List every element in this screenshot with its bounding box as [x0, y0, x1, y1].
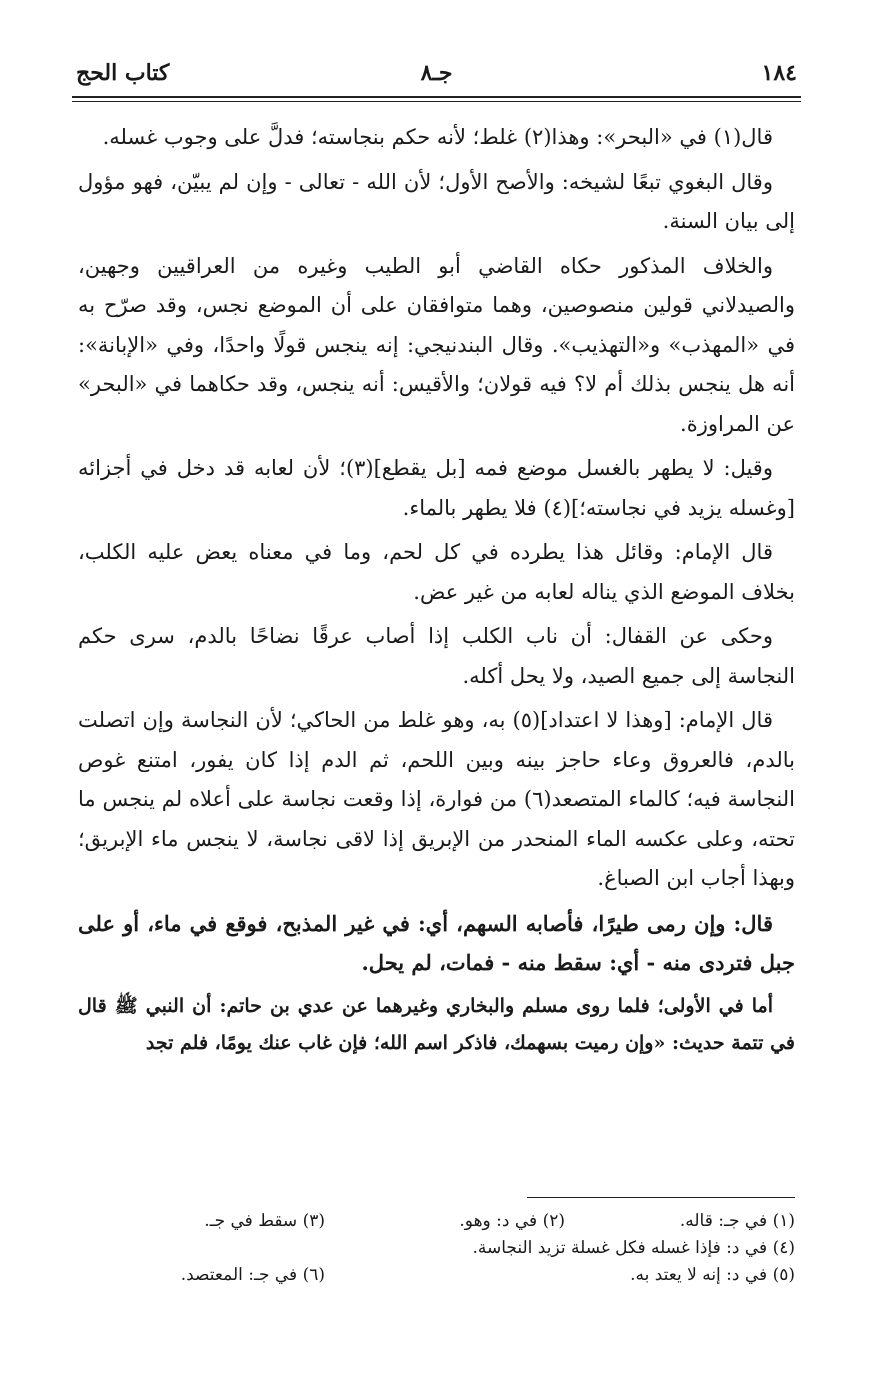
paragraph: وقال البغوي تبعًا لشيخه: والأصح الأول؛ لأن الله - تعالى - وإن لم يبيّن، فهو مؤول إلى بيان السنة.	[78, 169, 795, 233]
paragraph: وحكى عن القفال: أن ناب الكلب إذا أصاب عرقًا نضاحًا بالدم، سرى حكم النجاسة إلى جميع الصيد، ولا يحل أكله.	[78, 624, 795, 688]
paragraph: والخلاف المذكور حكاه القاضي أبو الطيب وغيره من العراقيين وجهين، والصيدلاني قولين منصوصين، وهما متوافقان على أن الموضع نجس، وقد صرّح به في «المهذب» و«التهذيب». وقال البندنيجي: إنه ينجس قولًا واحدًا، وفي «الإبانة»: أنه هل ينجس بذلك أم لا؟ فيه قولان؛ والأقيس: أنه ينجس، وقد حكاهما في «البحر» عن المراوزة.	[78, 253, 795, 436]
paragraph: قال الإمام: [وهذا لا اعتداد](٥) به، وهو غلط من الحاكي؛ لأن النجاسة وإن اتصلت بالدم، فالعروق وعاء حاجز بينه وبين اللحم، ثم الدم إذا كان يفور، امتنع غوص النجاسة فيه؛ كالماء المتصعد(٦) من فوارة، إذا وقعت نجاسة على أعلاه لم ينجس ما تحته، وعلى عكسه الماء المنحدر من الإبريق إذا لاقى نجاسة، لا ينجس ماء الإبريق؛ وبهذا أجاب ابن الصباغ.	[78, 708, 795, 890]
footnote-row	[78, 1262, 795, 1289]
footnote-row	[78, 1235, 795, 1262]
paragraph: قال(١) في «البحر»: وهذا(٢) غلط؛ لأنه حكم بنجاسته؛ فدلَّ على وجوب غسله.	[102, 125, 773, 149]
book-title: كتاب الحج	[76, 60, 170, 86]
page-body	[78, 118, 795, 1067]
paragraph: قال الإمام: وقائل هذا يطرده في كل لحم، وما في معناه يعض عليه الكلب، بخلاف الموضع الذي يناله لعابه من غير عض.	[78, 540, 795, 604]
footnote: (٣) سقط في جـ.	[204, 1211, 325, 1231]
paragraph: وقيل: لا يطهر بالغسل موضع فمه [بل يقطع](٣)؛ لأن لعابه قد دخل في أجزائه [وغسله يزيد في نجاسته؛](٤) فلا يطهر بالماء.	[78, 456, 795, 520]
footnote-row	[78, 1208, 795, 1235]
footnote: (٦) في جـ: المعتصد.	[180, 1265, 325, 1285]
header-rule-thin	[72, 101, 801, 102]
footnotes	[78, 1208, 795, 1289]
footnote: (٥) في د: إنه لا يعتد به.	[630, 1265, 795, 1285]
footnote: (١) في جـ: قاله.	[679, 1211, 795, 1231]
volume-label: جـ٨	[420, 60, 453, 86]
main-text: قال: وإن رمى طيرًا، فأصابه السهم، أي: في غير المذبح، فوقع في ماء، أو على جبل فتردى منه - أي: سقط منه - فمات، لم يحل.	[78, 910, 795, 975]
page-number: ١٨٤	[761, 60, 797, 86]
footnote-rule	[527, 1197, 795, 1198]
footnote: (٢) في د: وهو.	[459, 1211, 565, 1231]
header-rule	[72, 96, 801, 98]
commentary: أما في الأولى؛ فلما روى مسلم والبخاري وغيرهما عن عدي بن حاتم: أن النبي ﷺ قال في تتمة حديث: «وإن رميت بسهمك، فاذكر اسم الله؛ فإن غاب عنك يومًا، فلم تجد	[78, 994, 795, 1054]
footnote: (٤) في د: فإذا غسله فكل غسلة تزيد النجاسة.	[472, 1238, 795, 1258]
page-header	[72, 60, 801, 100]
